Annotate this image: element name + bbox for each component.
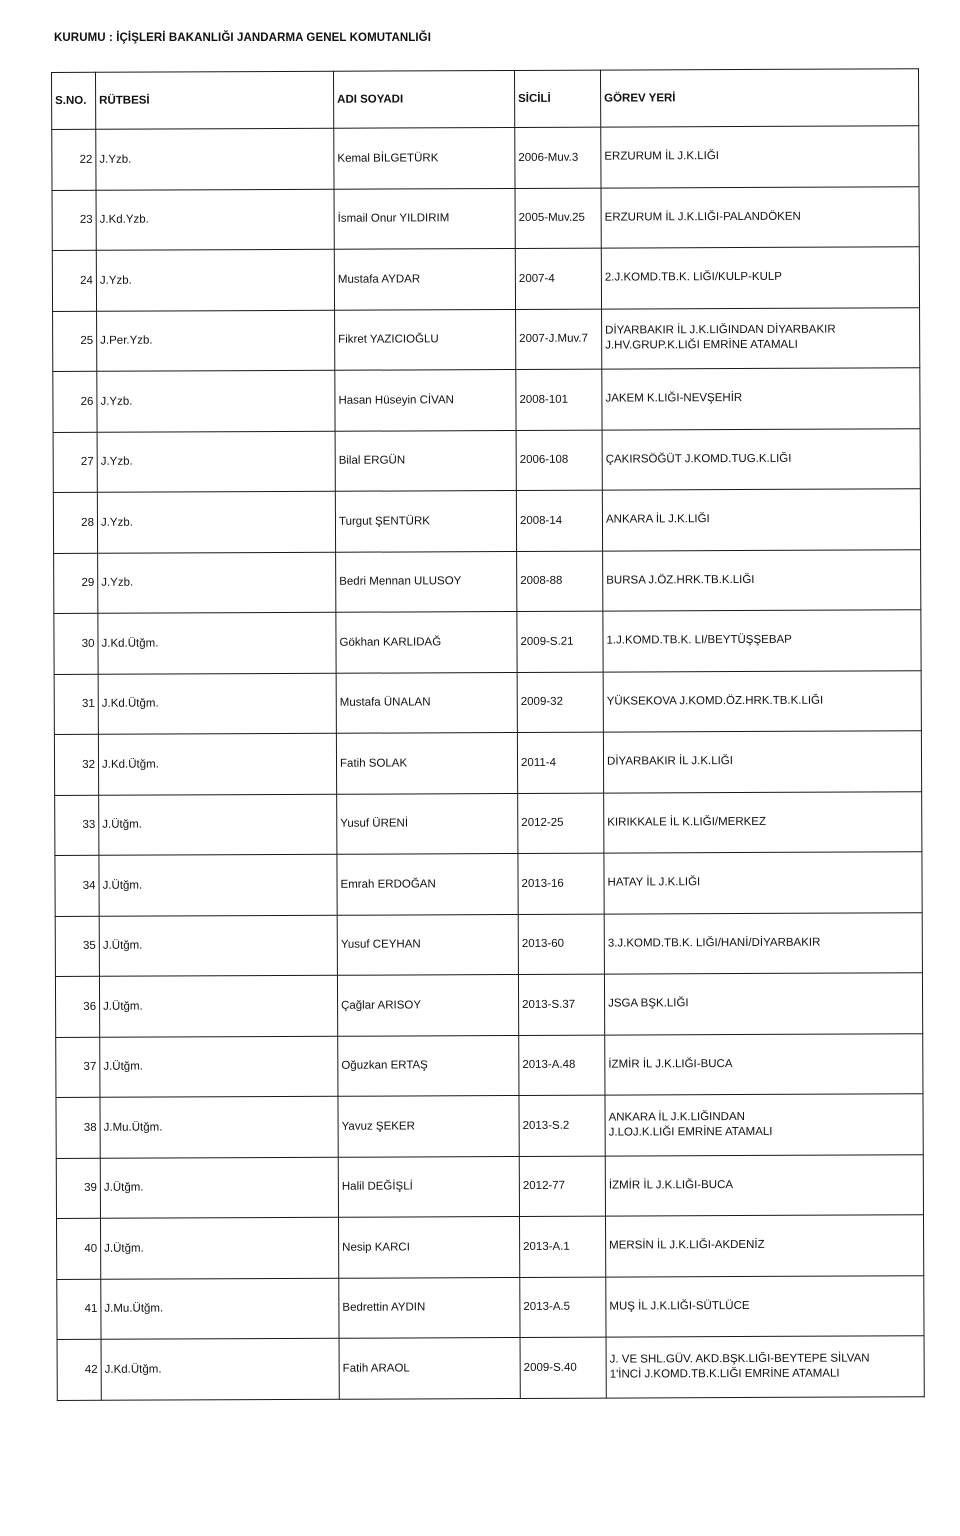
cell-sicil: 2013-16 (518, 853, 604, 914)
place-line: 1'İNCİ J.KOMD.TB.K.LIĞI EMRİNE ATAMALI (609, 1367, 840, 1381)
table-row (53, 307, 920, 371)
place-line: ERZURUM İL J.K.LIĞI (604, 150, 719, 163)
place-line: KIRIKKALE İL K.LIĞI/MERKEZ (607, 815, 767, 829)
cell-sicil: 2008-14 (516, 490, 602, 551)
place-line: J.HV.GRUP.K.LIĞI EMRİNE ATAMALI (605, 338, 798, 352)
place-line: HATAY İL J.K.LIĞI (607, 876, 701, 889)
cell-place (604, 912, 922, 974)
cell-name: Oğuzkan ERTAŞ (338, 1035, 519, 1096)
cell-rank: J.Ütğm. (100, 1036, 338, 1098)
table-row (52, 247, 919, 311)
table-row (57, 1215, 924, 1279)
cell-sicil: 2006-108 (516, 430, 602, 491)
cell-place (604, 852, 922, 914)
cell-rank: J.Mu.Ütğm. (101, 1278, 339, 1340)
cell-sicil: 2013-A.48 (519, 1035, 605, 1096)
header-name: ADI SOYADI (333, 70, 514, 128)
table-row (53, 428, 920, 492)
cell-sno: 37 (56, 1037, 100, 1098)
cell-name: Fikret YAZICIOĞLU (335, 309, 516, 370)
table-row (52, 186, 919, 250)
cell-sno: 42 (57, 1339, 101, 1400)
table-row (54, 610, 921, 674)
cell-sno: 39 (56, 1158, 100, 1219)
cell-name: Halil DEĞİŞLİ (338, 1156, 519, 1217)
table-header-row (52, 69, 919, 130)
cell-place (602, 368, 920, 430)
cell-sno: 35 (55, 916, 99, 977)
table-row (52, 126, 919, 190)
place-line: DİYARBAKIR İL J.K.LIĞI (606, 755, 733, 768)
cell-name: İsmail Onur YILDIRIM (334, 188, 515, 249)
cell-name: Çağlar ARISOY (337, 974, 518, 1035)
place-line: DİYARBAKIR İL J.K.LIĞINDAN DİYARBAKIR (605, 323, 836, 337)
cell-name: Bedrettin AYDIN (339, 1277, 520, 1338)
cell-sno: 36 (55, 976, 99, 1037)
cell-rank: J.Yzb. (96, 128, 334, 190)
cell-place (602, 489, 920, 551)
cell-sicil: 2013-A.5 (520, 1277, 606, 1338)
cell-sicil: 2007-J.Muv.7 (516, 309, 602, 370)
cell-place (605, 1154, 923, 1216)
place-line: 2.J.KOMD.TB.K. LIĞI/KULP-KULP (604, 271, 782, 284)
cell-sicil: 2013-S.37 (518, 974, 604, 1035)
cell-name: Bilal ERGÜN (335, 430, 516, 491)
table-row (55, 912, 922, 976)
table-row (55, 973, 922, 1037)
cell-sicil: 2009-32 (517, 672, 603, 733)
cell-rank: J.Ütğm. (100, 1157, 338, 1219)
cell-name: Fatih ARAOL (339, 1337, 520, 1398)
cell-place (604, 791, 922, 853)
place-line: YÜKSEKOVA J.KOMD.ÖZ.HRK.TB.K.LIĞI (606, 694, 824, 708)
cell-sicil: 2013-S.2 (519, 1095, 605, 1156)
cell-name: Turgut ŞENTÜRK (335, 490, 516, 551)
table-row (56, 1094, 923, 1158)
table-body (52, 126, 925, 1400)
cell-place (601, 186, 919, 248)
place-line: J.LOJ.K.LIĞI EMRİNE ATAMALI (608, 1125, 773, 1139)
table-row (55, 852, 922, 916)
cell-name: Kemal BİLGETÜRK (334, 127, 515, 188)
cell-sicil: 2011-4 (517, 732, 603, 793)
cell-place (605, 1033, 923, 1095)
table-row (55, 791, 922, 855)
cell-name: Bedri Mennan ULUSOY (336, 551, 517, 612)
cell-rank: J.Kd.Ütğm. (101, 1338, 339, 1400)
cell-place (603, 670, 921, 732)
place-line: J. VE SHL.GÜV. AKD.BŞK.LIĞI-BEYTEPE SİLVAN (609, 1352, 870, 1366)
place-line: BURSA J.ÖZ.HRK.TB.K.LIĞI (606, 573, 755, 587)
cell-rank: J.Kd.Ütğm. (98, 733, 336, 795)
cell-name: Yusuf ÜRENİ (337, 793, 518, 854)
cell-name: Nesip KARCI (338, 1216, 519, 1277)
cell-rank: J.Yzb. (97, 370, 335, 432)
cell-place (605, 1215, 923, 1277)
cell-place (603, 731, 921, 793)
cell-sno: 31 (54, 674, 98, 735)
cell-name: Mustafa AYDAR (334, 248, 515, 309)
header-sno: S.NO. (52, 72, 96, 129)
cell-rank: J.Kd.Ütğm. (98, 612, 336, 674)
cell-sno: 30 (54, 613, 98, 674)
cell-sicil: 2005-Muv.25 (515, 188, 601, 249)
cell-rank: J.Yzb. (97, 431, 335, 493)
cell-sno: 29 (54, 553, 98, 614)
place-line: ANKARA İL J.K.LIĞINDAN (608, 1110, 745, 1124)
cell-sno: 34 (55, 855, 99, 916)
place-line: MUŞ İL J.K.LIĞI-SÜTLÜCE (609, 1299, 750, 1313)
cell-sno: 40 (57, 1218, 101, 1279)
table-row (56, 1033, 923, 1097)
cell-rank: J.Ütğm. (99, 915, 337, 977)
table-row (54, 549, 921, 613)
place-line: JSGA BŞK.LIĞI (608, 997, 689, 1010)
cell-place (602, 428, 920, 490)
cell-sno: 28 (53, 492, 97, 553)
cell-name: Hasan Hüseyin CİVAN (335, 369, 516, 430)
place-line: İZMİR İL J.K.LIĞI-BUCA (608, 1178, 734, 1192)
cell-sno: 38 (56, 1097, 100, 1158)
cell-rank: J.Per.Yzb. (97, 310, 335, 372)
document-title: KURUMU : İÇİŞLERİ BAKANLIĞI JANDARMA GENEL KOMUTANLIĞI (54, 32, 432, 44)
cell-sicil: 2012-77 (519, 1156, 605, 1217)
place-line: İZMİR İL J.K.LIĞI-BUCA (608, 1057, 733, 1071)
table-row (57, 1275, 924, 1339)
cell-name: Mustafa ÜNALAN (336, 672, 517, 733)
place-line: JAKEM K.LIĞI-NEVŞEHİR (605, 392, 743, 405)
cell-rank: J.Ütğm. (99, 975, 337, 1037)
cell-sicil: 2008-101 (516, 369, 602, 430)
cell-sno: 23 (52, 190, 96, 251)
cell-rank: J.Yzb. (98, 552, 336, 614)
cell-rank: J.Mu.Ütğm. (100, 1096, 338, 1158)
cell-place (606, 1275, 924, 1337)
place-line: ERZURUM İL J.K.LIĞI-PALANDÖKEN (604, 210, 801, 224)
cell-sno: 25 (53, 311, 97, 372)
cell-name: Yusuf CEYHAN (337, 914, 518, 975)
cell-place (601, 247, 919, 309)
cell-rank: J.Ütğm. (99, 854, 337, 916)
cell-sicil: 2009-S.40 (520, 1337, 606, 1398)
place-line: 1.J.KOMD.TB.K. LI/BEYTÜŞŞEBAP (606, 634, 792, 647)
cell-place (602, 307, 920, 369)
cell-rank: J.Ütğm. (101, 1217, 339, 1279)
cell-sicil: 2013-A.1 (519, 1216, 605, 1277)
cell-place (603, 610, 921, 672)
cell-sno: 24 (52, 250, 96, 311)
cell-rank: J.Yzb. (96, 249, 334, 311)
cell-name: Fatih SOLAK (336, 732, 517, 793)
cell-place (601, 126, 919, 188)
table-row (54, 731, 921, 795)
cell-sno: 33 (55, 795, 99, 856)
table-row (53, 368, 920, 432)
cell-sicil: 2009-S.21 (517, 611, 603, 672)
place-line: ÇAKIRSÖĞÜT J.KOMD.TUG.K.LIĞI (605, 452, 792, 466)
cell-sno: 27 (53, 432, 97, 493)
cell-sicil: 2007-4 (515, 248, 601, 309)
personnel-table (51, 68, 925, 1400)
table-row (53, 489, 920, 553)
cell-sno: 32 (54, 734, 98, 795)
place-line: 3.J.KOMD.TB.K. LIĞI/HANİ/DİYARBAKIR (607, 936, 821, 950)
header-rank: RÜTBESİ (96, 71, 334, 129)
place-line: MERSİN İL J.K.LIĞI-AKDENİZ (609, 1239, 765, 1252)
header-sicil: SİCİLİ (514, 70, 600, 127)
cell-place (605, 1094, 923, 1156)
place-line: ANKARA İL J.K.LIĞI (605, 513, 710, 526)
cell-sno: 41 (57, 1279, 101, 1340)
cell-rank: J.Kd.Yzb. (96, 189, 334, 251)
cell-name: Yavuz ŞEKER (338, 1095, 519, 1156)
table-row (56, 1154, 923, 1218)
cell-sno: 26 (53, 371, 97, 432)
cell-place (603, 549, 921, 611)
cell-sicil: 2006-Muv.3 (515, 127, 601, 188)
cell-name: Gökhan KARLIDAĞ (336, 611, 517, 672)
cell-sicil: 2008-88 (517, 551, 603, 612)
header-place: GÖREV YERİ (600, 69, 918, 127)
cell-sno: 22 (52, 129, 96, 190)
cell-sicil: 2012-25 (518, 793, 604, 854)
cell-rank: J.Kd.Ütğm. (98, 673, 336, 735)
cell-rank: J.Ütğm. (99, 794, 337, 856)
cell-rank: J.Yzb. (97, 491, 335, 553)
cell-name: Emrah ERDOĞAN (337, 853, 518, 914)
cell-place (606, 1336, 924, 1398)
cell-sicil: 2013-60 (518, 914, 604, 975)
table-row (57, 1336, 924, 1400)
table-row (54, 670, 921, 734)
cell-place (604, 973, 922, 1035)
